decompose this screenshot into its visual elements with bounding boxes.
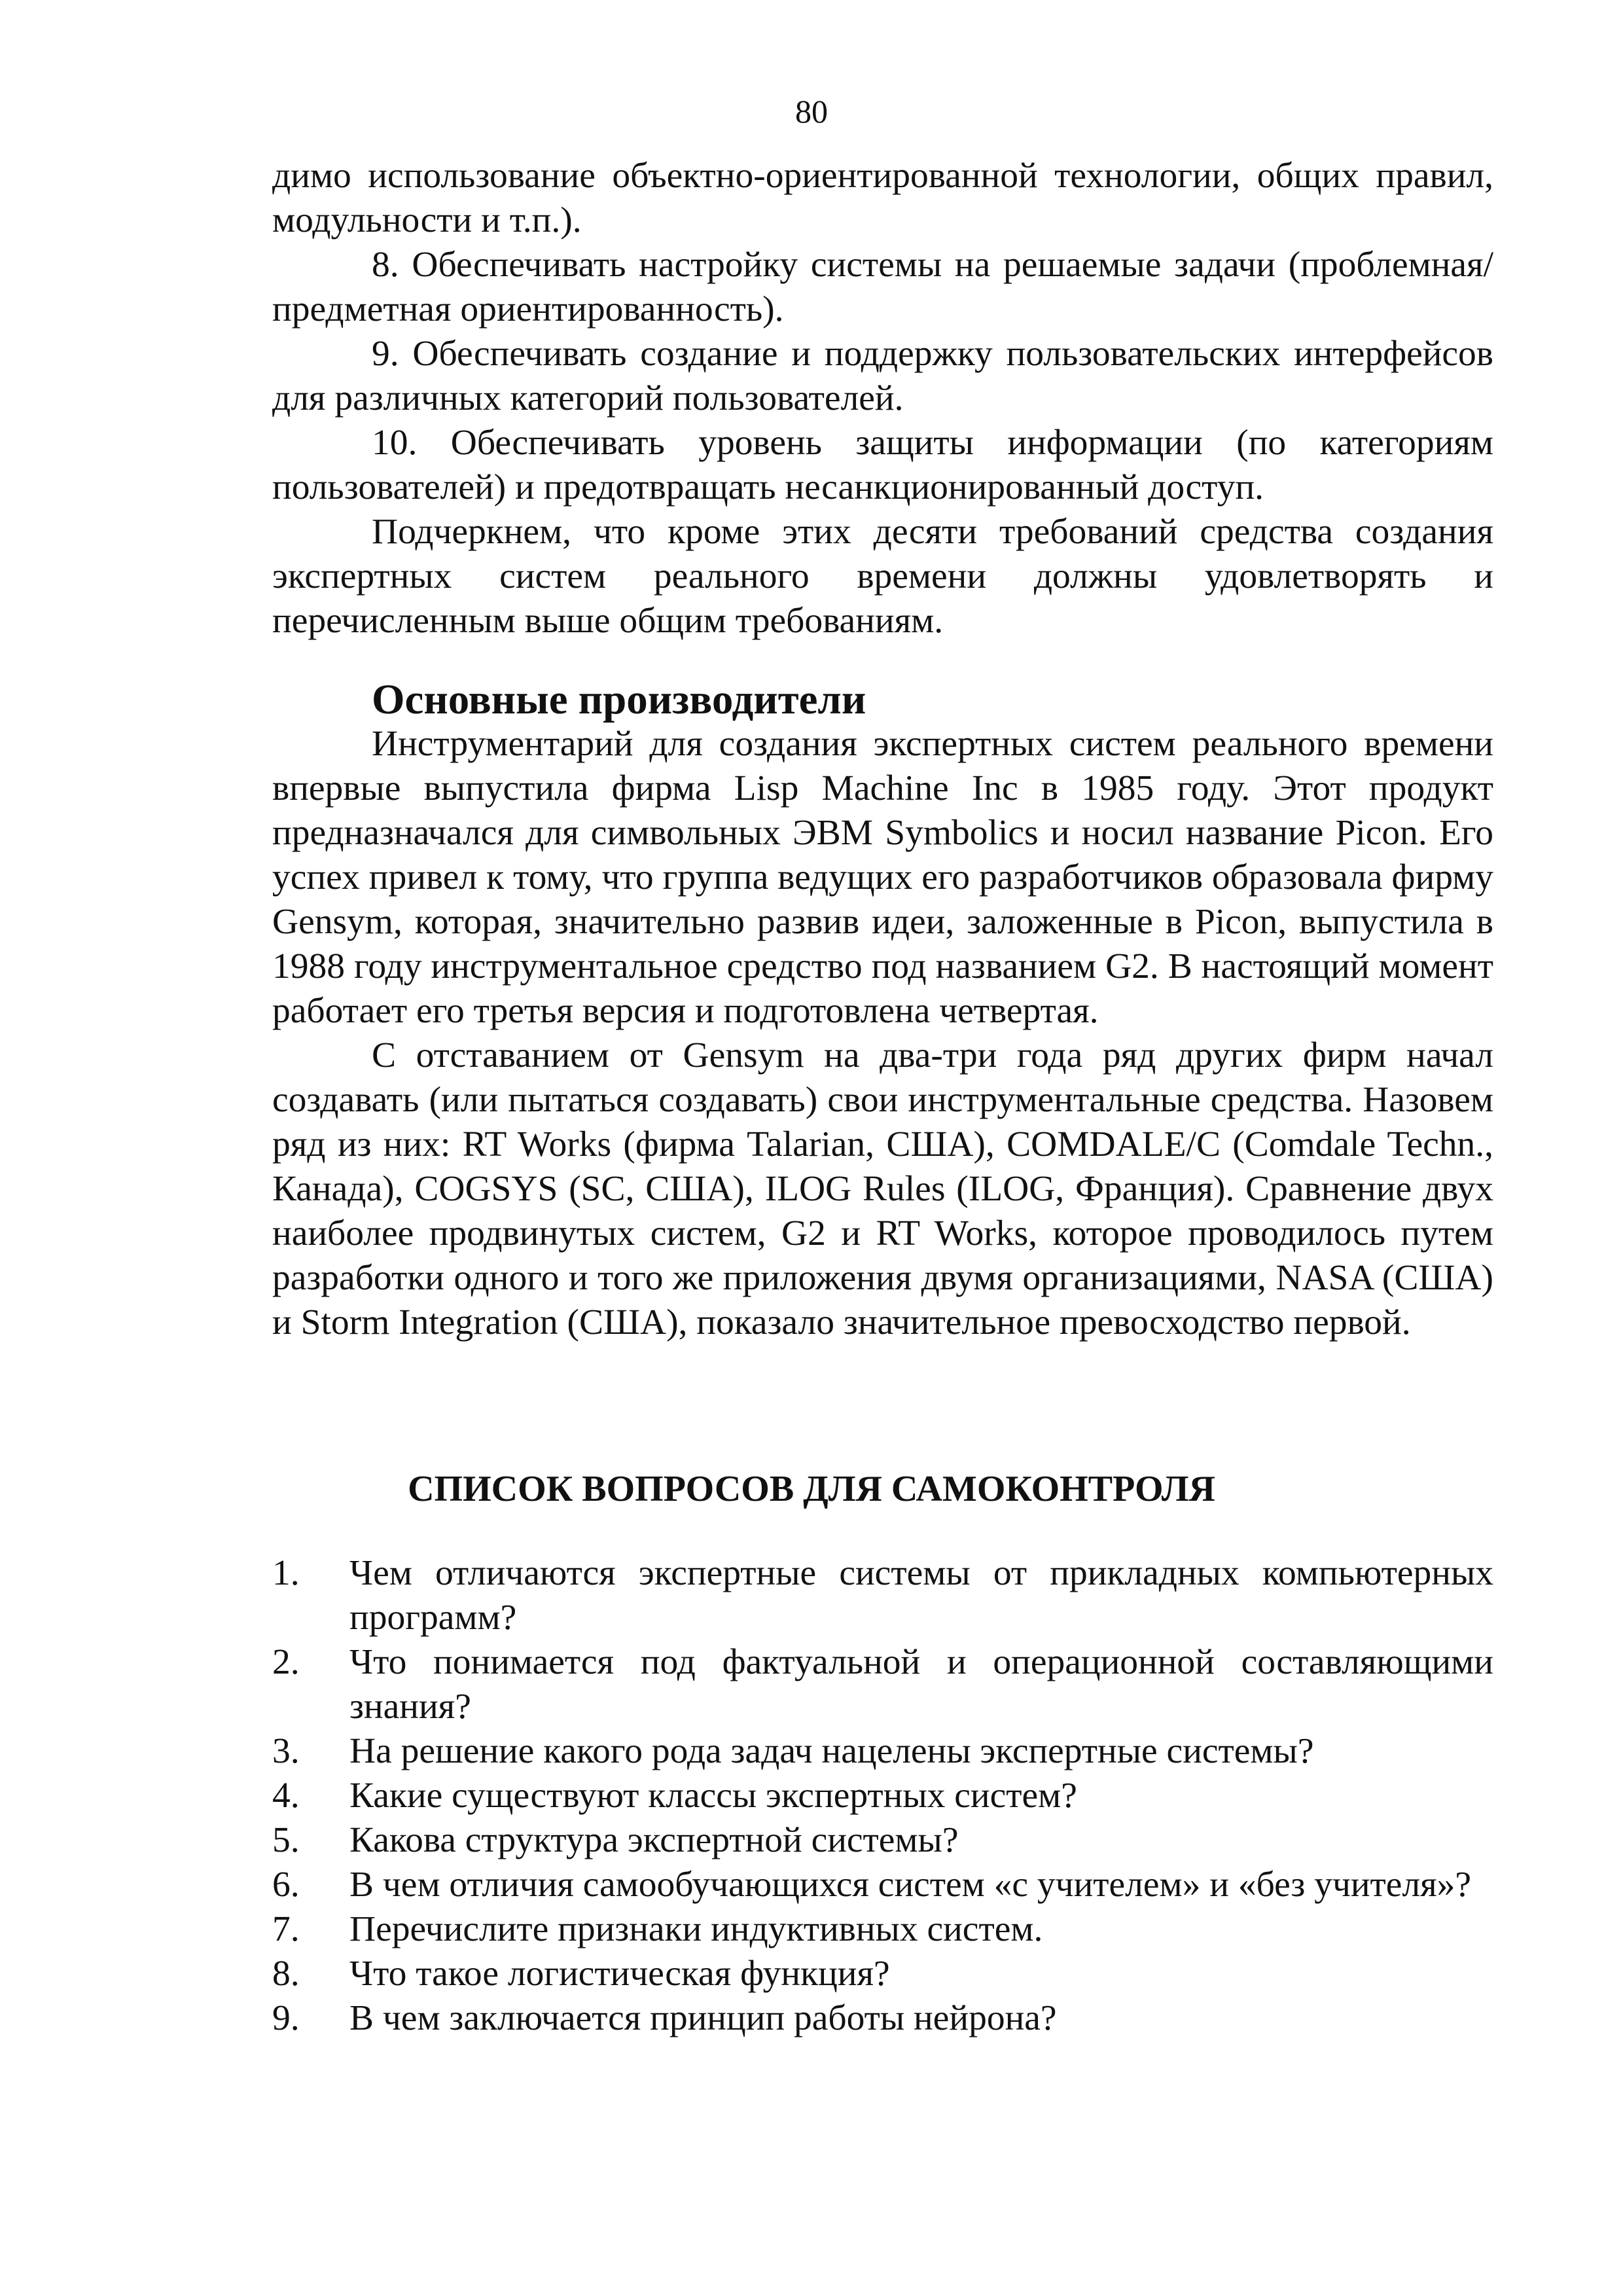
- question-number: 6.: [272, 1865, 300, 1905]
- questions-list: [272, 1551, 1493, 2041]
- question-text: В чем отличия самообучающихся систем «с учителем» и «без учителя»?: [349, 1865, 1472, 1905]
- question-text: Перечислите признаки индуктивных систем.: [349, 1909, 1043, 1949]
- question-item: [272, 1863, 1493, 1907]
- question-item: [272, 1996, 1493, 2041]
- question-number: 1.: [272, 1553, 300, 1593]
- question-item: [272, 1774, 1493, 1818]
- question-item: [272, 1818, 1493, 1863]
- question-item: [272, 1640, 1493, 1729]
- question-text: На решение какого рода задач нацелены экспертные системы?: [349, 1731, 1314, 1771]
- question-item: [272, 1729, 1493, 1774]
- question-text: Что такое логистическая функция?: [349, 1954, 890, 1994]
- requirement-item-9: 9. Обеспечивать создание и поддержку пользовательских интерфейсов для различных категорий пользователей.: [272, 334, 1493, 418]
- requirement-item-10: 10. Обеспечивать уровень защиты информации (по категориям пользователей) и предотвращать несанкционированный доступ.: [272, 423, 1493, 507]
- question-item: [272, 1907, 1493, 1952]
- question-item: [272, 1952, 1493, 1996]
- question-number: 2.: [272, 1642, 300, 1682]
- question-number: 3.: [272, 1731, 300, 1771]
- paragraph: Подчеркнем, что кроме этих десяти требований средства создания экспертных систем реального времени должны удовлетворять и перечисленным выше общим требованиям.: [272, 512, 1493, 641]
- question-text: Что понимается под фактуальной и операционной составляющими знания?: [349, 1642, 1493, 1727]
- requirement-item-8: 8. Обеспечивать настройку системы на решаемые задачи (проблемная/предметная ориентированность).: [272, 245, 1493, 329]
- questions-title: СПИСОК ВОПРОСОВ ДЛЯ САМОКОНТРОЛЯ: [408, 1469, 1215, 1509]
- producers-section: [272, 677, 1493, 1345]
- page-number: 80: [795, 93, 828, 130]
- question-number: 8.: [272, 1954, 300, 1994]
- question-text: В чем заключается принцип работы нейрона?: [349, 1998, 1057, 2038]
- section-heading: Основные производители: [372, 676, 866, 723]
- question-number: 4.: [272, 1776, 300, 1816]
- paragraph: С отставанием от Gensym на два-три года ряд других фирм начал создавать (или пытаться создавать) свои инструментальные средства. Назовем ряд из них: RT Works (фирма Talarian, США), COMDALE/C (Comdale Techn., Канада), COGSYS (SC, США), ILOG Rules (ILOG, Франция). Сравнение двух наиболее продвинутых систем, G2 и RT Works, которое проводилось путем разработки одного и того же приложения двумя организациями, NASA (США) и Storm Integration (США), показало значительное превосходство первой.: [272, 1035, 1493, 1342]
- requirements-continuation: [272, 154, 1493, 643]
- paragraph: Инструментарий для создания экспертных систем реального времени впервые выпустила фирма Lisp Machine Inc в 1985 году. Этот продукт предназначался для символьных ЭВМ Symbolics и носил название Picon. Его успех привел к тому, что группа ведущих его разработчиков образовала фирму Gensym, которая, значительно развив идеи, заложенные в Picon, выпустила в 1988 году инструментальное средство под названием G2. В настоящий момент работает его третья версия и подготовлена четвертая.: [272, 724, 1493, 1031]
- paragraph: димо использование объектно-ориентированной технологии, общих правил, модульности и т.п.).: [272, 156, 1493, 240]
- question-text: Какие существуют классы экспертных систем?: [349, 1776, 1077, 1816]
- question-number: 9.: [272, 1998, 300, 2038]
- question-text: Какова структура экспертной системы?: [349, 1820, 959, 1860]
- question-number: 5.: [272, 1820, 300, 1860]
- question-number: 7.: [272, 1909, 300, 1949]
- question-text: Чем отличаются экспертные системы от прикладных компьютерных программ?: [349, 1553, 1493, 1638]
- question-item: [272, 1551, 1493, 1640]
